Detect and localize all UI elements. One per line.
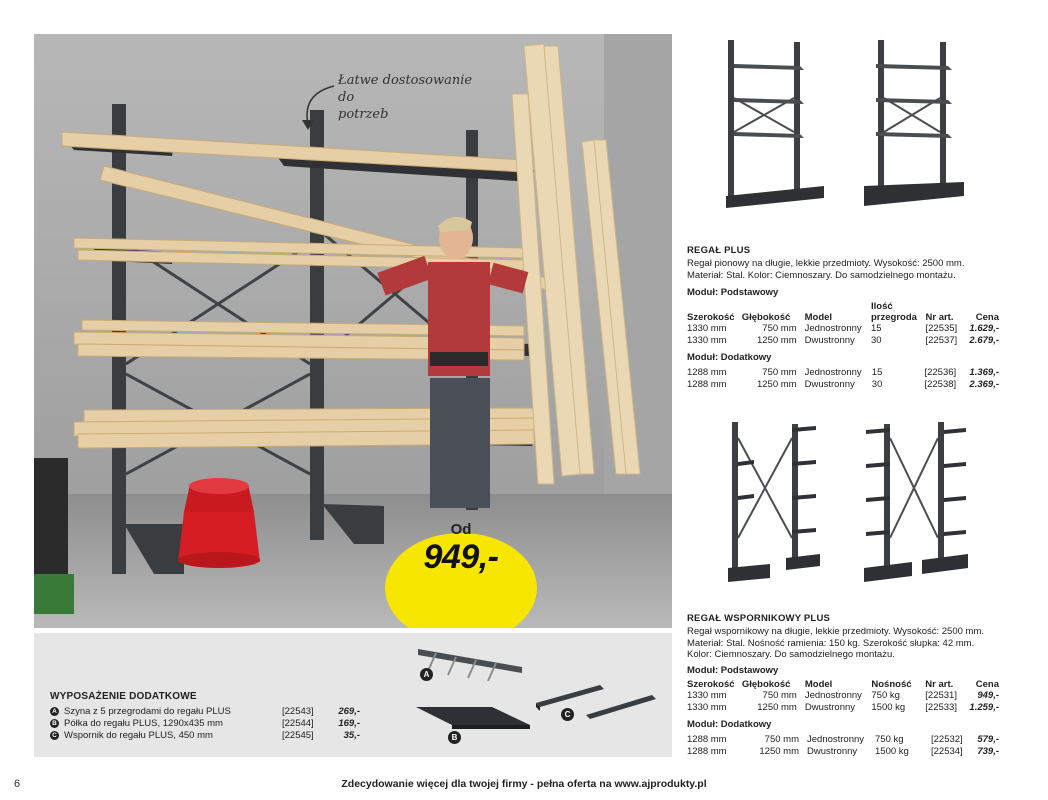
cell-model: Dwustronny <box>804 334 855 346</box>
cell-load: 750 kg <box>875 734 904 745</box>
accessory-price: 169,- <box>338 718 360 729</box>
col-depth: Głębokość <box>741 311 791 323</box>
col-price: Cena <box>975 678 999 690</box>
accessory-name: Półka do regału PLUS, 1290x435 mm <box>64 718 223 729</box>
table-row <box>687 367 999 379</box>
accessory-row <box>50 706 370 718</box>
accessory-art: [22545] <box>282 730 314 741</box>
cell-price: 739,- <box>977 745 999 757</box>
cell-width: 1288 mm <box>687 378 727 390</box>
cell-count: 15 <box>871 323 882 334</box>
table-row <box>687 734 999 746</box>
regal-wspornikowy-title: REGAŁ WSPORNIKOWY PLUS <box>687 613 831 624</box>
cell-width: 1288 mm <box>687 745 727 757</box>
price-badge <box>386 502 536 612</box>
cell-art: [22536] <box>924 367 957 378</box>
regal-plus-extra-table <box>687 367 999 390</box>
regal-wspornikowy-extra-table <box>687 734 999 757</box>
footer-text: Zdecydowanie więcej dla twojej firmy - pełna oferta na www.ajprodukty.pl <box>341 778 707 790</box>
cell-model: Dwustronny <box>804 378 855 390</box>
regal-plus-double-image <box>860 36 972 216</box>
bracket-image-2 <box>584 693 664 723</box>
cell-depth: 750 mm <box>762 690 797 701</box>
cell-price: 1.629,- <box>969 323 999 334</box>
price-badge-value: 949,- <box>423 538 499 576</box>
col-price: Cena <box>975 311 999 323</box>
accessory-name: Wspornik do regału PLUS, 450 mm <box>64 730 213 741</box>
cell-width: 1330 mm <box>687 690 727 701</box>
accessory-row <box>50 730 370 742</box>
cell-count: 30 <box>871 334 882 346</box>
cell-depth: 750 mm <box>762 323 797 334</box>
cell-depth: 1250 mm <box>756 378 797 390</box>
annotation-line-1: Łatwe dostosowanie do <box>338 73 473 105</box>
cell-art: [22532] <box>931 734 963 745</box>
cell-art: [22534] <box>931 745 963 757</box>
col-model: Model <box>804 311 833 323</box>
price-badge-prefix: Od <box>450 521 472 538</box>
regal-plus-title: REGAŁ PLUS <box>687 245 751 256</box>
regal-wspornikowy-section <box>687 613 999 757</box>
cell-load: 750 kg <box>871 690 900 701</box>
cell-price: 1.259,- <box>969 701 999 713</box>
col-width: Szerokość <box>687 311 735 323</box>
regal-plus-extra-label: Moduł: Dodatkowy <box>687 352 772 363</box>
cell-art: [22537] <box>925 334 958 346</box>
table-row <box>687 746 999 758</box>
accessory-art: [22544] <box>282 718 314 729</box>
accessory-row <box>50 718 370 730</box>
cell-art: [22531] <box>925 690 957 701</box>
warehouse-scene <box>34 34 672 628</box>
cell-model: Jednostronny <box>807 734 865 745</box>
cell-model: Dwustronny <box>807 745 858 757</box>
col-width: Szerokość <box>687 678 735 690</box>
wspornikowy-double-image <box>862 418 970 588</box>
cell-price: 1.369,- <box>969 367 999 378</box>
cell-depth: 750 mm <box>764 734 799 745</box>
regal-wspornikowy-basic-table <box>687 680 999 714</box>
table-row <box>687 335 999 347</box>
col-count <box>871 302 926 323</box>
table-header <box>687 680 999 691</box>
accessories-panel <box>34 633 672 757</box>
cell-price: 579,- <box>977 734 999 745</box>
accessory-price: 269,- <box>338 706 360 717</box>
regal-wspornikowy-extra-label: Moduł: Dodatkowy <box>687 719 772 730</box>
annotation-line-2: potrzeb <box>338 107 389 122</box>
photo-annotation <box>338 72 488 123</box>
col-art: Nr art. <box>925 311 954 323</box>
regal-plus-basic-table <box>687 302 999 346</box>
cell-model: Jednostronny <box>804 367 862 378</box>
accessory-letter: C <box>50 731 59 740</box>
cell-depth: 1250 mm <box>759 745 799 757</box>
regal-plus-section <box>687 245 999 390</box>
col-count-line1: Ilość <box>871 301 893 312</box>
label-a: A <box>420 668 433 681</box>
cell-art: [22533] <box>925 701 957 713</box>
cell-model: Jednostronny <box>804 323 862 334</box>
cell-depth: 1250 mm <box>757 334 797 346</box>
cell-width: 1288 mm <box>687 734 727 745</box>
accessory-letter: A <box>50 707 59 716</box>
cell-model: Jednostronny <box>804 690 862 701</box>
col-count-line2: przegroda <box>871 311 917 323</box>
cell-width: 1330 mm <box>687 323 727 334</box>
shelf-image <box>412 703 534 735</box>
table-row <box>687 690 999 702</box>
col-depth: Głębokość <box>741 678 791 690</box>
regal-wspornikowy-basic-label: Moduł: Podstawowy <box>687 664 779 676</box>
regal-plus-single-image <box>720 36 832 216</box>
label-c: C <box>561 708 574 721</box>
col-load: Nośność <box>871 678 912 690</box>
accessory-name: Szyna z 5 przegrodami do regału PLUS <box>64 706 231 717</box>
regal-wspornikowy-description: Regał wspornikowy na długie, lekkie przedmioty. Wysokość: 2500 mm. Materiał: Stal. Nośność ramienia: 150 kg. Szerokość słupka: 42 mm. Kolor: Ciemnoszary. Do samodzielnego montażu. <box>687 626 985 660</box>
hero-photo <box>34 34 672 628</box>
col-model: Model <box>804 678 833 690</box>
cell-price: 2.679,- <box>969 334 999 346</box>
cell-load: 1500 kg <box>871 701 906 713</box>
label-b: B <box>448 731 461 744</box>
cell-art: [22535] <box>925 323 958 334</box>
cell-price: 949,- <box>977 690 999 701</box>
accessory-letter: B <box>50 719 59 728</box>
cell-depth: 1250 mm <box>757 701 797 713</box>
table-header <box>687 302 999 323</box>
cell-count: 30 <box>871 378 883 390</box>
regal-plus-description: Regał pionowy na długie, lekkie przedmioty. Wysokość: 2500 mm. Materiał: Stal. Kolor: Ciemnoszary. Do samodzielnego montażu. <box>687 258 965 281</box>
cell-width: 1330 mm <box>687 334 727 346</box>
cell-width: 1330 mm <box>687 701 727 713</box>
page-number: 6 <box>14 778 21 790</box>
cell-art: [22538] <box>924 378 957 390</box>
regal-plus-basic-label: Moduł: Podstawowy <box>687 287 779 298</box>
table-row <box>687 702 999 714</box>
accessory-art: [22543] <box>282 706 314 717</box>
cell-count: 15 <box>871 367 883 378</box>
cell-load: 1500 kg <box>875 745 909 757</box>
cell-price: 2.369,- <box>969 378 999 390</box>
wspornikowy-single-image <box>724 418 824 588</box>
table-row <box>687 379 999 391</box>
cell-depth: 750 mm <box>762 367 797 378</box>
cell-model: Dwustronny <box>804 701 856 713</box>
cell-width: 1288 mm <box>687 367 727 378</box>
table-row <box>687 323 999 335</box>
accessory-price: 35,- <box>343 730 360 741</box>
col-art: Nr art. <box>925 678 954 690</box>
accessories-title: WYPOSAŻENIE DODATKOWE <box>50 691 197 702</box>
